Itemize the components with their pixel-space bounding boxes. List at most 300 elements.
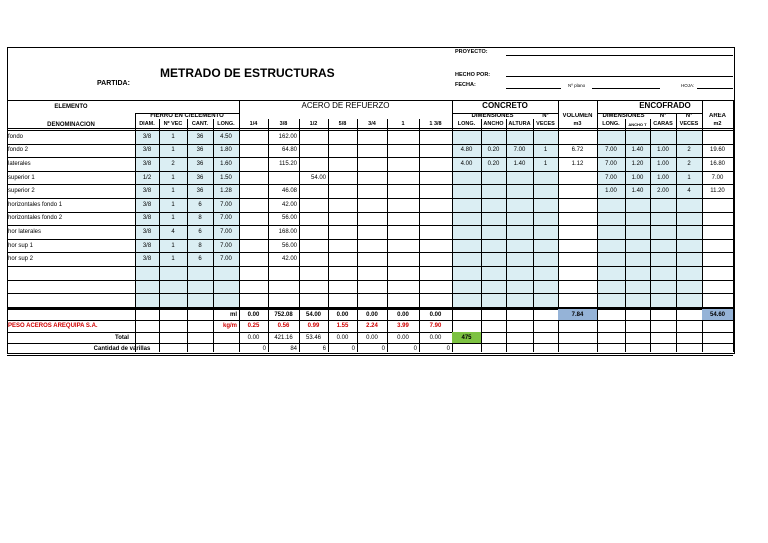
- row-area: 11.20: [710, 188, 725, 195]
- row-diam: [135, 266, 159, 280]
- row-ea: [625, 212, 650, 226]
- ml-value: 54.00: [305, 311, 321, 318]
- row-s38: 42.00: [281, 201, 297, 208]
- varillas-label: Cantidad de varillas: [93, 346, 151, 353]
- row-s1: [387, 266, 419, 280]
- row-cv: [533, 239, 558, 253]
- total-value: 0.00: [247, 334, 260, 341]
- row-nvec: 1: [171, 133, 175, 140]
- row-nvec: 1: [171, 201, 175, 208]
- row-s138: [419, 280, 452, 294]
- row-s1: [387, 184, 419, 198]
- row-el: 7.00: [605, 147, 617, 154]
- row-diam: 3/8: [142, 256, 152, 263]
- denominacion-header: DENOMINACION: [47, 121, 95, 128]
- row-diam: 1/2: [142, 174, 152, 181]
- row-s12: [299, 280, 328, 294]
- row-ec: 1.00: [657, 147, 669, 154]
- plano-label: Nº plano: [568, 83, 586, 88]
- row-ec: [650, 225, 676, 239]
- row-ch: [506, 293, 533, 307]
- row-diam: 3/8: [142, 242, 152, 249]
- row-name: superior 2: [8, 188, 35, 195]
- area-top: AREA: [708, 113, 726, 119]
- row-ca: [481, 293, 506, 307]
- row-name: [7, 280, 135, 294]
- row-s38: 162.00: [278, 133, 297, 140]
- row-cant: 8: [198, 242, 202, 249]
- row-ca: [481, 171, 506, 185]
- row-s58: [328, 212, 357, 226]
- kgm-value: 3.99: [397, 323, 409, 330]
- row-s138: [419, 157, 452, 171]
- row-ca: [481, 225, 506, 239]
- column-header-15: m3: [573, 120, 582, 127]
- total-value: 0.00: [397, 334, 409, 341]
- row-el: [597, 130, 625, 144]
- row-s12: [299, 212, 328, 226]
- row-el: [597, 212, 625, 226]
- row-area: 19.60: [709, 147, 725, 154]
- encofrado-header: ENCOFRADO: [639, 100, 691, 110]
- ml-value: 0.00: [366, 311, 378, 318]
- row-vol: 1.12: [571, 160, 584, 167]
- kgm-label: kg/m: [222, 323, 237, 330]
- row-long: 7.00: [220, 256, 232, 263]
- column-header-6: 1/2: [309, 120, 318, 127]
- dimensiones-encofrado-header: DIMENSIONES: [602, 113, 645, 119]
- column-header-8: 3/4: [368, 120, 376, 127]
- row-s1: [387, 157, 419, 171]
- ml-label: ml: [229, 311, 237, 318]
- row-s138: [419, 293, 452, 307]
- row-ev: 2: [687, 160, 691, 167]
- row-diam: 3/8: [142, 215, 152, 222]
- row-ca: 0.20: [487, 160, 500, 167]
- row-cv: [533, 252, 558, 266]
- row-ca: [481, 212, 506, 226]
- row-long: 4.50: [220, 133, 232, 140]
- row-s138: [419, 184, 452, 198]
- row-s1: [387, 130, 419, 144]
- peso-label: PESO ACEROS AREQUIPA S.A.: [8, 323, 98, 330]
- row-diam: 3/8: [142, 188, 152, 195]
- row-s1: [387, 171, 419, 185]
- column-header-9: 1: [401, 120, 405, 127]
- row-cl: 4.80: [460, 147, 473, 154]
- row-cant: 6: [198, 228, 202, 235]
- row-vol: [558, 252, 597, 266]
- row-nvec: 4: [171, 228, 175, 235]
- row-long: [213, 266, 239, 280]
- row-name: superior 1: [8, 174, 35, 181]
- row-long: 7.00: [220, 201, 232, 208]
- row-area: [702, 280, 733, 294]
- enc-veces-top: Nº: [685, 113, 693, 119]
- total-value: 0.00: [366, 334, 378, 341]
- row-ea: [625, 130, 650, 144]
- row-ea: [625, 225, 650, 239]
- row-s38: 42.00: [281, 256, 297, 263]
- row-name: [7, 293, 135, 307]
- column-header-14: VECES: [536, 120, 555, 127]
- row-el: [597, 198, 625, 212]
- column-header-10: 1 3/8: [429, 120, 442, 127]
- row-cant: 36: [196, 133, 204, 140]
- row-ev: [676, 280, 702, 294]
- column-header-7: 5/8: [338, 120, 347, 127]
- row-el: [597, 280, 625, 294]
- row-s12: [299, 157, 328, 171]
- row-nvec: [159, 280, 187, 294]
- row-name: hor laterales: [8, 228, 42, 235]
- row-ch: 1.40: [513, 160, 526, 167]
- row-s58: [328, 130, 357, 144]
- row-diam: [135, 293, 159, 307]
- row-long: 7.00: [220, 228, 232, 235]
- row-area: 7.00: [711, 174, 724, 181]
- row-s34: [357, 130, 387, 144]
- row-name: fondo 2: [8, 147, 29, 154]
- row-s1: [387, 198, 419, 212]
- row-long: 1.50: [220, 174, 232, 181]
- column-header-12: ANCHO: [483, 120, 504, 127]
- row-s58: [328, 144, 357, 158]
- column-header-11: LONG.: [457, 120, 476, 127]
- row-ea: 1.40: [631, 188, 644, 195]
- row-cl: [452, 198, 481, 212]
- row-ch: [506, 239, 533, 253]
- row-cv: [533, 293, 558, 307]
- row-diam: 3/8: [142, 228, 152, 235]
- elemento-header: ELEMENTO: [54, 103, 88, 110]
- row-long: [213, 293, 239, 307]
- row-vol: 6.72: [571, 147, 584, 154]
- row-diam: 3/8: [142, 201, 152, 208]
- row-ch: [506, 266, 533, 280]
- column-header-0: DIAM.: [139, 120, 155, 127]
- row-nvec: 1: [171, 174, 175, 181]
- row-el: 7.00: [605, 174, 617, 181]
- row-vol: [558, 280, 597, 294]
- total-label: Total: [115, 334, 129, 341]
- row-cl: [452, 239, 481, 253]
- row-ca: [481, 130, 506, 144]
- row-s12: [299, 198, 328, 212]
- row-s38: [268, 293, 299, 307]
- row-s38: 168.00: [278, 228, 297, 235]
- row-el: [597, 225, 625, 239]
- dimensiones-concreto-header: DIMENSIONES: [471, 113, 514, 119]
- row-vol: [558, 171, 597, 185]
- row-long: 1.80: [220, 147, 232, 154]
- row-diam: 3/8: [142, 160, 152, 167]
- row-cant: 6: [198, 201, 202, 208]
- row-s14: [239, 144, 268, 158]
- row-ec: [650, 266, 676, 280]
- row-name: horizontales fondo 2: [8, 215, 63, 222]
- varillas-value: 0: [446, 346, 450, 353]
- row-ev: 1: [687, 174, 691, 181]
- row-name: fondo: [8, 133, 24, 140]
- row-s12: [299, 266, 328, 280]
- row-s58: [328, 252, 357, 266]
- row-cl: [452, 252, 481, 266]
- row-s34: [357, 266, 387, 280]
- row-s14: [239, 293, 268, 307]
- row-nvec: 2: [171, 160, 175, 167]
- row-ca: 0.20: [487, 147, 500, 154]
- row-s14: [239, 225, 268, 239]
- row-ca: [481, 266, 506, 280]
- total-value: 53.46: [305, 334, 321, 341]
- row-cv: [533, 280, 558, 294]
- row-vol: [558, 198, 597, 212]
- row-s34: [357, 293, 387, 307]
- row-cv: [533, 225, 558, 239]
- row-ev: 2: [687, 147, 691, 154]
- row-s1: [387, 225, 419, 239]
- row-ea: [625, 252, 650, 266]
- column-header-20: m2: [713, 120, 722, 127]
- row-ca: [481, 239, 506, 253]
- row-cant: [187, 280, 213, 294]
- row-cant: 36: [196, 174, 204, 181]
- row-ea: [625, 293, 650, 307]
- row-s14: [239, 184, 268, 198]
- hecho-por-label: HECHO POR:: [455, 72, 491, 78]
- row-nvec: [159, 266, 187, 280]
- row-s58: [328, 171, 357, 185]
- row-s1: [387, 280, 419, 294]
- row-s14: [239, 212, 268, 226]
- row-cv: 1: [543, 160, 548, 167]
- row-ec: [650, 239, 676, 253]
- varillas-value: 0: [413, 346, 417, 353]
- row-s34: [357, 171, 387, 185]
- row-s138: [419, 239, 452, 253]
- row-ch: [506, 252, 533, 266]
- row-cl: [452, 266, 481, 280]
- row-ec: 1.00: [657, 160, 669, 167]
- row-el: [597, 293, 625, 307]
- row-s58: [328, 280, 357, 294]
- row-ev: [676, 239, 702, 253]
- row-ch: [506, 171, 533, 185]
- total-value: 0.00: [336, 334, 349, 341]
- row-s34: [357, 157, 387, 171]
- row-ch: [506, 225, 533, 239]
- row-long: [213, 280, 239, 294]
- row-s14: [239, 239, 268, 253]
- row-s14: [239, 171, 268, 185]
- total-value: 421.16: [274, 334, 293, 341]
- row-vol: [558, 293, 597, 307]
- row-ch: [506, 280, 533, 294]
- row-cant: 36: [196, 188, 204, 195]
- ml-value: 0.00: [397, 311, 409, 318]
- row-s34: [357, 198, 387, 212]
- row-area: 16.80: [709, 160, 725, 167]
- row-ec: [650, 212, 676, 226]
- row-cv: [533, 212, 558, 226]
- varillas-value: 0: [262, 346, 266, 353]
- row-cant: 36: [196, 160, 204, 167]
- row-nvec: 1: [171, 147, 175, 154]
- row-s38: 64.80: [281, 147, 297, 154]
- column-header-2: CANT.: [191, 120, 209, 127]
- row-ch: [506, 198, 533, 212]
- ml-value: 0.00: [429, 311, 442, 318]
- column-header-4: 1/4: [249, 120, 258, 127]
- row-ea: [625, 198, 650, 212]
- row-el: [597, 266, 625, 280]
- row-ec: [650, 198, 676, 212]
- kgm-value: 7.90: [429, 323, 442, 330]
- row-vol: [558, 239, 597, 253]
- row-s38: 56.00: [281, 242, 297, 249]
- row-vol: [558, 225, 597, 239]
- row-s14: [239, 130, 268, 144]
- hoja-label: HOJA:: [681, 83, 695, 88]
- row-ea: [625, 239, 650, 253]
- row-s12: [299, 239, 328, 253]
- row-s14: [239, 266, 268, 280]
- row-s1: [387, 144, 419, 158]
- row-ca: [481, 280, 506, 294]
- row-s138: [419, 144, 452, 158]
- column-header-3: LONG.: [217, 120, 235, 127]
- ml-value: 0.00: [247, 311, 260, 318]
- row-area: [702, 130, 733, 144]
- column-header-17: ANCHO T: [628, 121, 647, 127]
- row-s12: [299, 130, 328, 144]
- volumen-top: VOLUMEN: [562, 113, 593, 119]
- row-cant: 6: [198, 256, 202, 263]
- row-ev: [676, 225, 702, 239]
- row-area: [702, 266, 733, 280]
- row-ev: [676, 252, 702, 266]
- area-total: 54.60: [709, 311, 725, 318]
- row-area: [702, 212, 733, 226]
- row-ca: [481, 184, 506, 198]
- row-nvec: 1: [171, 242, 175, 249]
- concreto-header: CONCRETO: [482, 100, 528, 110]
- row-ea: 1.00: [631, 174, 644, 181]
- grand-total: 475: [461, 334, 472, 341]
- row-el: [597, 252, 625, 266]
- row-s58: [328, 198, 357, 212]
- row-ea: 1.40: [631, 147, 644, 154]
- row-area: [702, 293, 733, 307]
- row-area: [702, 225, 733, 239]
- row-s58: [328, 239, 357, 253]
- row-s138: [419, 198, 452, 212]
- row-vol: [558, 130, 597, 144]
- row-s12: [299, 184, 328, 198]
- row-ev: [676, 293, 702, 307]
- column-header-18: CARAS: [653, 120, 673, 127]
- row-s34: [357, 252, 387, 266]
- row-s12: [299, 252, 328, 266]
- row-cv: [533, 171, 558, 185]
- ml-value: 0.00: [336, 311, 349, 318]
- row-name: hor sup 2: [8, 256, 34, 263]
- kgm-value: 0.56: [277, 323, 290, 330]
- row-ev: [676, 212, 702, 226]
- row-diam: 3/8: [142, 147, 152, 154]
- column-header-16: LONG.: [602, 120, 620, 127]
- row-s12: [299, 144, 328, 158]
- row-s58: [328, 157, 357, 171]
- row-s138: [419, 212, 452, 226]
- row-ev: [676, 198, 702, 212]
- row-el: 1.00: [605, 188, 617, 195]
- row-vol: [558, 212, 597, 226]
- row-s1: [387, 293, 419, 307]
- varillas-value: 0: [381, 346, 385, 353]
- row-diam: [135, 280, 159, 294]
- row-s1: [387, 252, 419, 266]
- row-ch: 7.00: [513, 147, 526, 154]
- row-s12: [299, 293, 328, 307]
- row-s138: [419, 171, 452, 185]
- row-ev: [676, 266, 702, 280]
- total-value: 0.00: [429, 334, 442, 341]
- row-cl: [452, 184, 481, 198]
- row-s58: [328, 225, 357, 239]
- row-cant: 36: [196, 147, 204, 154]
- row-cant: 8: [198, 215, 202, 222]
- conc-veces-top: Nº: [542, 113, 549, 119]
- row-s38: 115.20: [279, 160, 297, 167]
- row-s34: [357, 212, 387, 226]
- row-ea: [625, 280, 650, 294]
- row-nvec: 1: [171, 256, 175, 263]
- row-ca: [481, 252, 506, 266]
- row-cl: [452, 280, 481, 294]
- row-area: [702, 239, 733, 253]
- row-el: 7.00: [605, 160, 617, 167]
- varillas-value: 0: [351, 346, 355, 353]
- page-title: METRADO DE ESTRUCTURAS: [160, 66, 335, 80]
- row-ca: [481, 198, 506, 212]
- row-long: 7.00: [220, 215, 232, 222]
- row-nvec: 1: [171, 215, 175, 222]
- row-cv: [533, 198, 558, 212]
- row-name: hor sup 1: [8, 242, 34, 249]
- row-s138: [419, 266, 452, 280]
- row-el: [597, 239, 625, 253]
- row-s138: [419, 252, 452, 266]
- row-long: 1.60: [220, 160, 232, 167]
- row-s34: [357, 225, 387, 239]
- row-s12: 54.00: [310, 174, 326, 181]
- row-s14: [239, 280, 268, 294]
- column-header-13: ALTURA: [508, 120, 531, 127]
- row-ch: [506, 212, 533, 226]
- varillas-value: 6: [322, 346, 326, 353]
- row-vol: [558, 266, 597, 280]
- varillas-value: 84: [290, 346, 297, 353]
- row-vol: [558, 184, 597, 198]
- row-diam: 3/8: [142, 133, 152, 140]
- row-cv: [533, 184, 558, 198]
- row-s1: [387, 212, 419, 226]
- row-s34: [357, 144, 387, 158]
- row-ec: [650, 130, 676, 144]
- row-cl: 4.00: [460, 160, 473, 167]
